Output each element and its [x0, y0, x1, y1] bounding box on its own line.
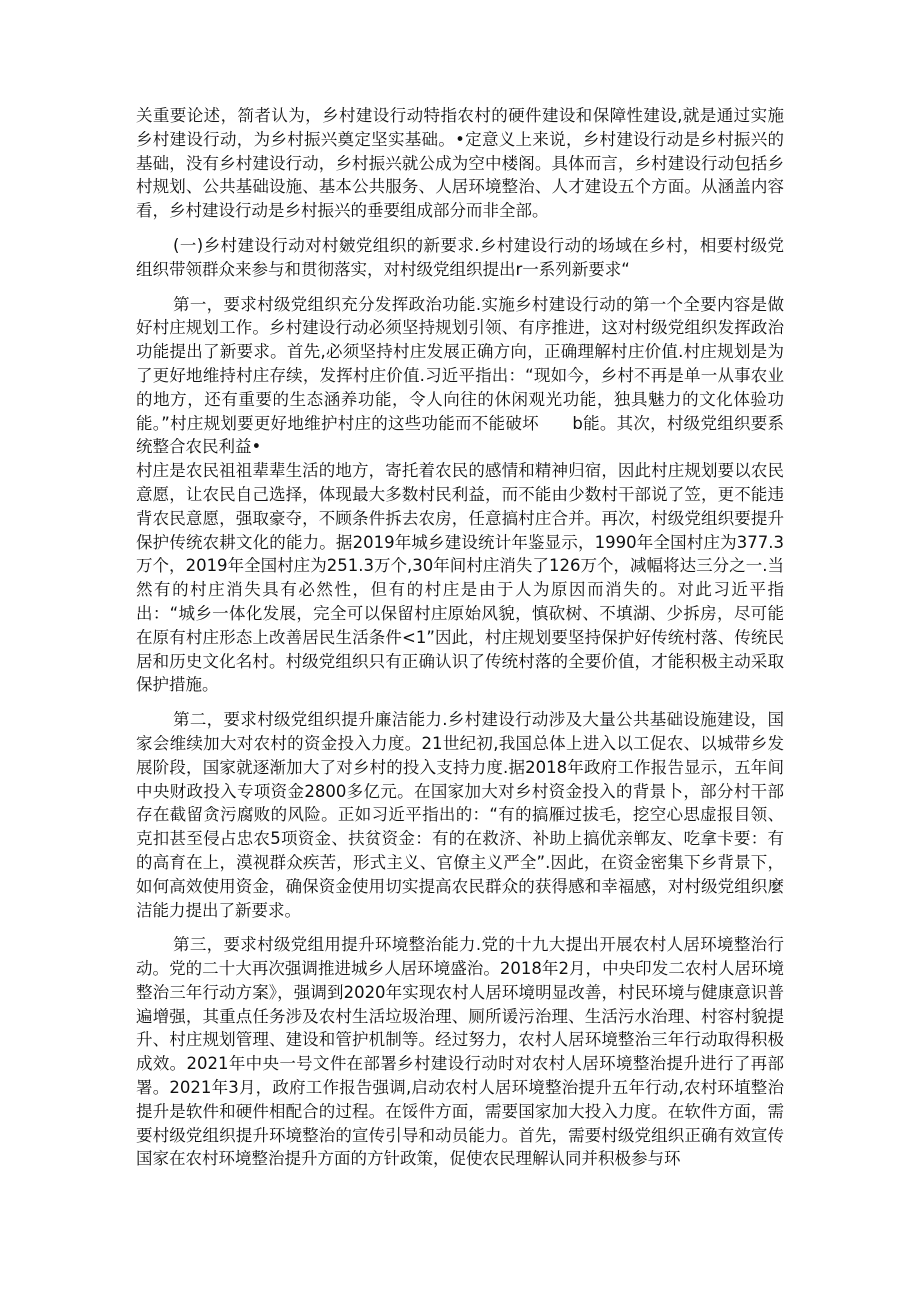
paragraph-intro-continuation: 关重要论述，箚者认为，乡村建设行动特指农村的硬件建设和保障性建设,就是通过实施乡村建设行动，为乡村振兴奠定坚实基础。•定意义上来说，乡村建设行动是乡村振兴的基础，没有乡村建设行动，乡村振兴就公成为空中楼阁。具体而言，乡村建设行动包括乡村规划、公共基础设施、基本公共服务、人居环境整治、人才建设五个方面。从涵盖内容看，乡村建设行动是乡村振兴的垂要组成部分而非全部。 [136, 106, 784, 221]
paragraph-second-requirement: 第二，要求村级党组织提升廉洁能力.乡村建设行动涉及大量公共基础设施建设，国家会维续加大对农村的资金投入力度。21世纪初,我国总体上进入以工促农、以城带乡发展阶段，国家就逐渐加大了对乡村的投入支持力度.据2018年政府工作报告显示，五年间中央财政投入专项资金2800多亿元。在国家加大对乡村资金投入的背景卜，部分村干部存在截留贪污腐败的风险。正如习近平指出的：“有的搞雁过拔毛，挖空心思虚报目领、克扣甚至侵占忠农5项资金、扶贫资金：有的在救济、补助上搞优亲郸友、吃拿卡要：有的高育在上，漠视群众疾苦，形式主义、官僚主义严全”.因此，在资金密集下乡背景下，如何高效使用资金，确保资金使用切实提高农民群众的获得感和幸福感，对村级党组织麼洁能力提出了新要求。 [136, 710, 784, 920]
document-body [136, 104, 784, 1171]
paragraph-village-planning: 村庄是农民祖祖辈辈生活的地方，寄托着农民的感情和精神归宿，因此村庄规划要以农民意愿，让农民自己选择，体现最大多数村民利益，而不能由少数村干部说了笠，更不能违背农民意愿，强取豪夺，不顾条件拆去农房，任意搞村庄合并。再次，村级党组织要提升保护传统农耕文化的能力。据2019年城乡建设统计年鉴显示，1990年全国村庄为377.3万个，2019年全国村庄为251.3万个,30年间村庄消失了126万个，减幅将达三分之一.当然有的村庄消失具有必然性，但有的村庄是由于人为原因而消失的。对此习近平指出：“城乡一体化发展，完全可以保留村庄原始风貌，慎砍树、不填湖、少拆房，尽可能在原有村庄形态上改善居民生活条件<1”因此，村庄规划要坚持保护好传统村落、传统民居和历史文化名村。村级党组织只有正确认识了传统村落的全要价值，才能积极主动采取保护措施。 [136, 461, 784, 695]
paragraph-first-requirement: 第一，要求村级党组织充分发挥政治功能.实施乡村建设行动的第一个全要内容是做好村庄规划工作。乡村建设行动必须坚持规划引领、有序推进，这对村级党组织发挥政治功能提出了新要求。首先,必须坚持村庄发展正确方向，正确理解村庄价值.村庄规划是为了更好地维持村庄存续，发挥村庄价值.习近平指出：“现如今，乡村不再是单一从事农业的地方，还有重要的生态涵养功能，令人向往的休闲观光功能，独具魅力的文化体验功能。”村庄规划要更好地维护村庄的这些功能而不能破坏 b能。其次，村级党组织要系统整合农民利益• [136, 294, 784, 457]
paragraph-third-requirement: 第三，要求村级党组用提升环境整治能力.党的十九大提出开展农村人居环境整治行动。党的二十大再次强调推进城乡人居环境盛治。2018年2月，中央印发二农村人居环境整治三年行动方案》，强调到2020年实现农村人居环境明显改善，村民环境与健康意识普遍增强，其重点任务涉及农村生活垃圾治理、厕所谖污治理、生活污水治理、村容村貌提升、村庄规划管理、建设和管护机制等。经过努力，农村人居环境整治三年行动取得积极成效。2021年中央一号文件在部署乡村建设行动时对农村人居环境整治提升进行了再部署。2021年3月，政府工作报告强调,启动农村人居环境整治提升五年行动,农村环埴整治提升是软件和硬件相配合的过程。在馁件方面，需要国家加大投入力度。在软件方面，需要村级党组织提升环境整治的宣传引导和动员能力。首先，需要村级党组织正确有效宣传国家在农村环境整治提升方面的方针政策，促使农民理解认同并积极参与环 [136, 935, 784, 1169]
paragraph-section-one-heading: (一)乡村建设行动对村皴党组织的新要求.乡村建设行动的场域在乡村，相要村级党组织带领群众来参与和贯彻落实，对村级党组织提出r一系列新要求“ [136, 235, 784, 279]
